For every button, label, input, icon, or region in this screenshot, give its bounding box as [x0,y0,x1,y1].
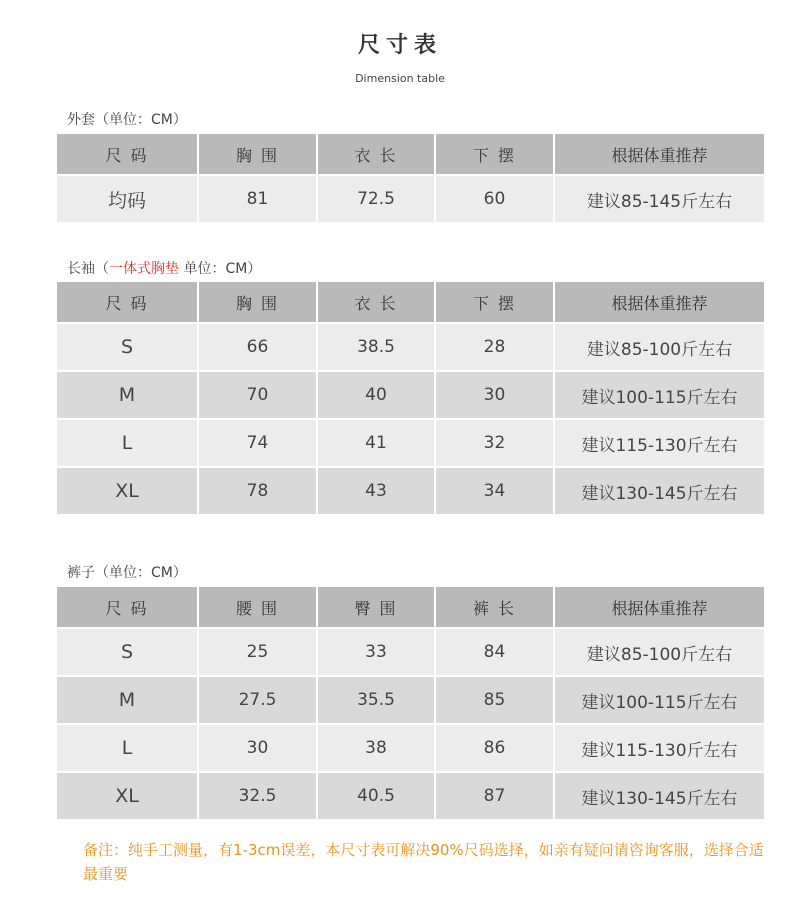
page-subtitle: Dimension table [355,72,445,85]
size-cell: XL [57,467,198,514]
section-unit: 单位：CM） [179,261,262,277]
column-header: 尺 码 [57,134,198,175]
column-header: 裤 长 [435,587,554,628]
recommendation-cell: 建议130-145斤左右 [554,467,764,514]
measurement-cell: 30 [198,724,317,772]
measurement-cell: 60 [435,175,554,222]
size-cell: 均码 [57,175,198,222]
measurement-cell: 70 [198,371,317,419]
recommendation-cell: 建议100-115斤左右 [554,371,764,419]
measurement-cell: 86 [435,724,554,772]
column-header: 下 摆 [435,134,554,175]
size-cell: S [57,323,198,371]
column-header: 根据体重推荐 [554,134,764,175]
size-cell: L [57,724,198,772]
measurement-cell: 81 [198,175,317,222]
section-name: 长袖（ [67,261,109,277]
section-highlight: 一体式胸垫 [109,261,179,277]
table-row [57,467,764,514]
column-header: 腰 围 [198,587,317,628]
section-unit: （单位：CM） [95,565,187,581]
size-cell: XL [57,772,198,819]
table-row [57,419,764,467]
measurement-cell: 32 [435,419,554,467]
measurement-cell: 41 [317,419,435,467]
table-row [57,628,764,676]
recommendation-cell: 建议115-130斤左右 [554,419,764,467]
column-header: 尺 码 [57,282,198,323]
table-row [57,676,764,724]
size-cell: S [57,628,198,676]
table-row [57,175,764,222]
column-header: 胸 围 [198,134,317,175]
size-table-longsleeve [57,282,764,514]
table-row [57,724,764,772]
column-header: 尺 码 [57,587,198,628]
measurement-cell: 34 [435,467,554,514]
recommendation-cell: 建议100-115斤左右 [554,676,764,724]
table-row [57,772,764,819]
measurement-cell: 32.5 [198,772,317,819]
measurement-cell: 27.5 [198,676,317,724]
measurement-cell: 28 [435,323,554,371]
table-header-row [57,134,764,175]
section-name: 裤子 [67,565,95,581]
measurement-cell: 72.5 [317,175,435,222]
measurement-cell: 85 [435,676,554,724]
measurement-cell: 38.5 [317,323,435,371]
table-row [57,371,764,419]
measurement-cell: 33 [317,628,435,676]
size-table-coat [57,134,764,222]
measurement-cell: 40 [317,371,435,419]
measurement-cell: 78 [198,467,317,514]
section-label-pants [67,562,187,582]
measurement-cell: 43 [317,467,435,514]
column-header: 胸 围 [198,282,317,323]
size-cell: M [57,676,198,724]
measurement-cell: 30 [435,371,554,419]
section-label-longsleeve [67,258,261,278]
column-header: 衣 长 [317,134,435,175]
measurement-cell: 84 [435,628,554,676]
column-header: 根据体重推荐 [554,587,764,628]
recommendation-cell: 建议85-100斤左右 [554,323,764,371]
measurement-cell: 74 [198,419,317,467]
column-header: 衣 长 [317,282,435,323]
measurement-cell: 38 [317,724,435,772]
table-header-row [57,282,764,323]
measurement-cell: 66 [198,323,317,371]
recommendation-cell: 建议85-100斤左右 [554,628,764,676]
recommendation-cell: 建议85-145斤左右 [554,175,764,222]
remark-note: 备注：纯手工测量，有1-3cm误差，本尺寸表可解决90%尺码选择，如亲有疑问请咨询客服，选择合适最重要 [83,841,764,883]
size-cell: M [57,371,198,419]
section-name: 外套 [67,112,95,128]
measurement-cell: 25 [198,628,317,676]
table-header-row [57,587,764,628]
measurement-cell: 35.5 [317,676,435,724]
column-header: 下 摆 [435,282,554,323]
measurement-cell: 40.5 [317,772,435,819]
recommendation-cell: 建议130-145斤左右 [554,772,764,819]
measurement-cell: 87 [435,772,554,819]
section-unit: （单位：CM） [95,112,187,128]
size-cell: L [57,419,198,467]
size-table-pants [57,587,764,819]
page-title: 尺寸表 [357,33,442,58]
table-row [57,323,764,371]
column-header: 臀 围 [317,587,435,628]
section-label-coat [67,109,187,129]
recommendation-cell: 建议115-130斤左右 [554,724,764,772]
column-header: 根据体重推荐 [554,282,764,323]
